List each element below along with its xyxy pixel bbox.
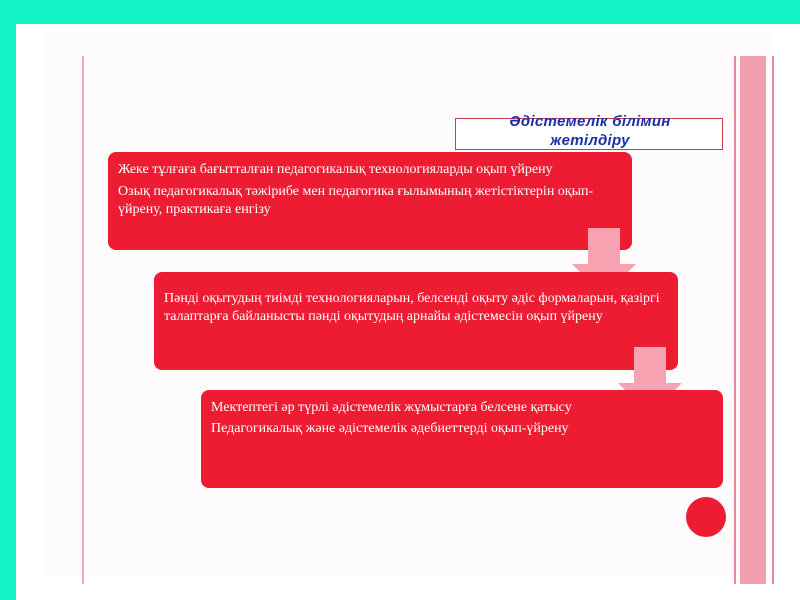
step-3-line-2: Педагогикалық және әдістемелік әдебиеттерді оқып-үйрену — [211, 421, 569, 436]
right-deco-line-1 — [734, 56, 736, 584]
step-box-2 — [154, 272, 678, 370]
step-1-line-1: Жеке тұлғаға бағытталған педагогикалық технологияларды оқып үйрену — [118, 162, 553, 177]
circle-dot-icon — [686, 497, 726, 537]
step-3-line-1: Мектептегі әр түрлі әдістемелік жұмыстарға белсене қатысу — [211, 400, 572, 415]
left-margin-rule — [82, 56, 84, 584]
step-box-1 — [108, 152, 632, 250]
step-box-3 — [201, 390, 723, 488]
right-deco-line-2 — [772, 56, 774, 584]
step-1-line-2: Озық педагогикалық тәжірибе мен педагогика ғылымының жетістіктерін оқып-үйрену, практикаға енгізу — [118, 184, 594, 217]
right-deco-band — [740, 56, 766, 584]
step-2-line-1: Пәнді оқытудың тиімді технологияларын, белсенді оқыту әдіс формаларын, қазіргі талаптарға байланысты пәнді оқытудың арнайы әдістемесін оқып үйрену — [164, 291, 660, 324]
slide-title: Әдістемелік білімин жетілдіру — [509, 113, 671, 149]
